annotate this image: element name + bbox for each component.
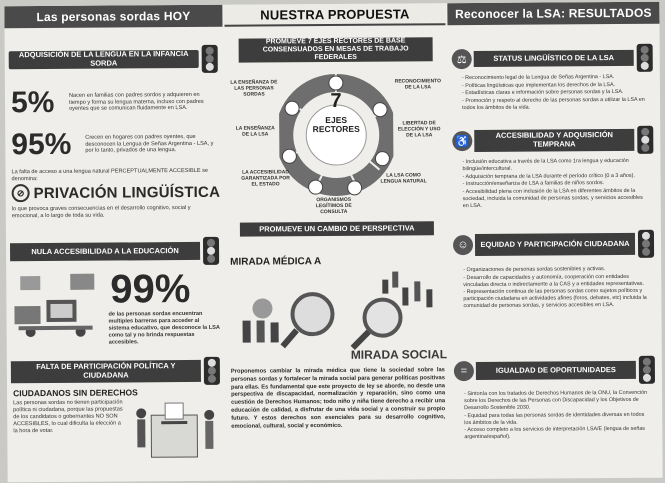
pct-95: 95% [11,127,72,162]
eje-label: LA ENSEÑANZA DE LA LSA [235,125,275,138]
nula-header [10,237,222,266]
ejes-title: PROMUEVE 7 EJES RECTORES DE BASE CONSENSUADOS EN MESAS DE TRABAJO FEDERALES [239,37,433,62]
left-column [4,5,225,483]
accessibility-icon: ♿ [452,131,472,151]
list-item: - Representación continua de las personas sordas como sujetos políticos y participación ciudadana en actividades afines (foros, debates, etc) incluida la comunidad de personas sordas, y servicios accesibles en LSA. [463,288,647,310]
list-item: - Estadísticas claras e información sobre personas sordas y la LSA. [462,89,646,97]
ballot-box-illustration [131,385,222,466]
ciudadanos-text: Las personas sordas no tienen participación política ni ciudadana, porque las propuestas de los candidatos o gobernantes NO SON ACCESIBLES, lo cual dificulta la elección a la hora de votar. [13,399,123,435]
privacion-text: lo que provoca graves consecuencias en el desarrollo cognitivo, social y emocional, a lo largo de toda su vida. [11,204,191,220]
eje-label: LA ACCESIBILIDAD GARANTIZADA POR EL ESTADO [241,169,290,188]
traffic-light-icon [639,356,655,384]
ejes-word: EJES RECTORES [312,114,360,135]
list-item: - Desarrollo de capacidades y autonomía, cooperación con entidades vinculadas directa o indirectamente a la CAS y a entidades representativas. [463,273,647,288]
traffic-light-icon [202,45,218,73]
pct-95-text: Crecen en hogares con padres oyentes, que desconocen la Lengua de Señas Argentina - LSA, y por lo tanto, privados de una lengua. [85,133,214,155]
traffic-light-icon [638,230,654,258]
traffic-light-icon [637,44,653,72]
list-item: - Adquisición temprana de la LSA durante el período crítico (0 a 3 años). [463,172,647,180]
traffic-light-icon [203,237,219,265]
stat-5-percent [11,83,217,122]
no-sign-icon: ⊘ [12,184,30,202]
list-item: - Acceso completo a los servicios de interpretación LSA/E (lengua de señas argentina/español). [464,426,648,441]
infographic-page [4,2,662,483]
traffic-light-icon [204,357,220,385]
privacion-intro: La falta de acceso a una lengua natural PERCEPTUALMENTE ACCESIBLE se denomina: [11,167,209,183]
list-item: - Accesibilidad plena con inclusión de la LSA en diferentes ámbitos de la sociedad, incluida la comunidad de personas sordas, y servicios accesibles en LSA. [463,187,647,209]
ciudadanos-title: CIUDADANOS SIN DERECHOS [13,387,138,399]
cambio-title: PROMUEVE UN CAMBIO DE PERSPECTIVA [240,221,434,236]
igualdad-header [454,356,660,385]
status-list [450,74,646,112]
eje-label: LA ENSEÑANZA DE LAS PERSONAS SORDAS [230,79,278,98]
falta-title: FALTA DE PARTICIPACIÓN POLÍTICA Y CIUDADANA [11,360,201,383]
eje-label: LIBERTAD DE ELECCIÓN Y USO DE LA LSA [397,120,441,138]
people-icon: ☺ [453,235,473,255]
privacion-heading [12,183,222,202]
pct-5: 5% [10,85,55,120]
stat-95-percent [11,125,217,164]
status-header [452,44,658,73]
pct-99: 99% [110,267,191,312]
list-item: - Organizaciones de personas sordas sostenibles y activas. [463,266,647,274]
center-column-title: NUESTRA PROPUESTA [224,3,445,27]
mirada-social-label: MIRADA SOCIAL [350,347,448,362]
right-column [447,2,662,479]
equidad-list [451,266,647,311]
list-item: - Reconocimiento legal de la Lengua de Señas Argentina - LSA. [462,74,646,82]
traffic-light-icon [637,126,653,154]
equidad-header [453,230,659,259]
pct-99-text: de las personas sordas encuentran multiples barreras para acceder al sistema educativo, que desconoce la LSA como tal y no brinda respuestas accesibles. [108,310,220,346]
accesibilidad-list [450,158,646,210]
adquisicion-title: ADQUISICIÓN DE LA LENGUA EN LA INFANCIA SORDA [9,50,199,69]
list-item: - Políticas lingüísticas que implementan los derechos de la LSA. [462,81,646,89]
propuesta-paragraph: Proponemos cambiar la mirada médica que tiene la sociedad sobre las personas sordas y fortalecer la mirada social para generar políticas positivas para ellas. Es fundamental que este proyecto de ley se aborde, no desde una perspectiva de discapacidad, normalización y reparación, sino como una cuestión de Derechos Humanos; todo niño y niña tiene derecho a recibir una educación de calidad, a disfrutar de una vida social y a construir su propio futuro. Y estos derechos son esenciales para su desarrollo cognitivo, emocional, cultural, social y económico. [230,367,446,430]
list-item: - Promoción y respeto al derecho de las personas sordas a utilizar la LSA en todos los ámbitos de la vida. [462,96,646,111]
right-column-title: Reconocer la LSA: RESULTADOS [447,2,659,25]
igualdad-list [452,390,648,442]
list-item: - Inclusión educativa a través de la LSA como 1ra lengua y educación bilingüe/intercultural. [462,158,646,173]
accesibilidad-header [452,126,658,155]
eje-label: LA LSA COMO LENGUA NATURAL [380,172,427,185]
adquisicion-header [9,45,221,74]
mirada-medica-label: MIRADA MÉDICA A [230,256,322,268]
equality-icon: = [454,361,474,381]
igualdad-title: IGUALDAD DE OPORTUNIDADES [476,361,636,380]
eje-label: ORGANISMOS LEGÍTIMOS DE CONSULTA [315,196,352,215]
center-column [224,3,448,481]
list-item: - Instrucción/enseñanza de LSA a familias de niños sordos. [463,180,647,188]
falta-header [11,357,223,386]
status-title: STATUS LINGÜÍSTICO DE LA LSA [474,50,634,67]
ejes-number: 7 [330,89,342,113]
left-column-title: Las personas sordas HOY [4,5,222,29]
equidad-title: EQUIDAD Y PARTICIPACIÓN CIUDADANA [475,233,635,256]
eje-label: RECONOCIMIENTO DE LA LSA [394,78,442,91]
pct-5-text: Nacen en familias con padres sordos y adquieren en tiempo y forma su lengua materna, incluso con padres oyentes que se comunican fluidamente en LSA. [68,91,204,113]
scales-icon: ⚖ [452,49,472,69]
privacion-title: PRIVACIÓN LINGÜÍSTICA [33,183,221,202]
list-item: - Sintonía con los tratados de Derechos Humanos de la ONU, la Convención sobre los Derechos de las Personas con Discapacidad y los Objetivos de Desarrollo Sostenible 2030. [464,390,648,412]
accesibilidad-title: ACCESIBILIDAD Y ADQUISICIÓN TEMPRANA [474,129,634,152]
list-item: - Equidad para todas las personas sordas de identidades diversas en todos los ámbitos de la vida. [464,411,648,426]
classroom-illustration [10,266,103,347]
nula-title: NULA ACCESIBILIDAD A LA EDUCACIÓN [10,242,200,261]
